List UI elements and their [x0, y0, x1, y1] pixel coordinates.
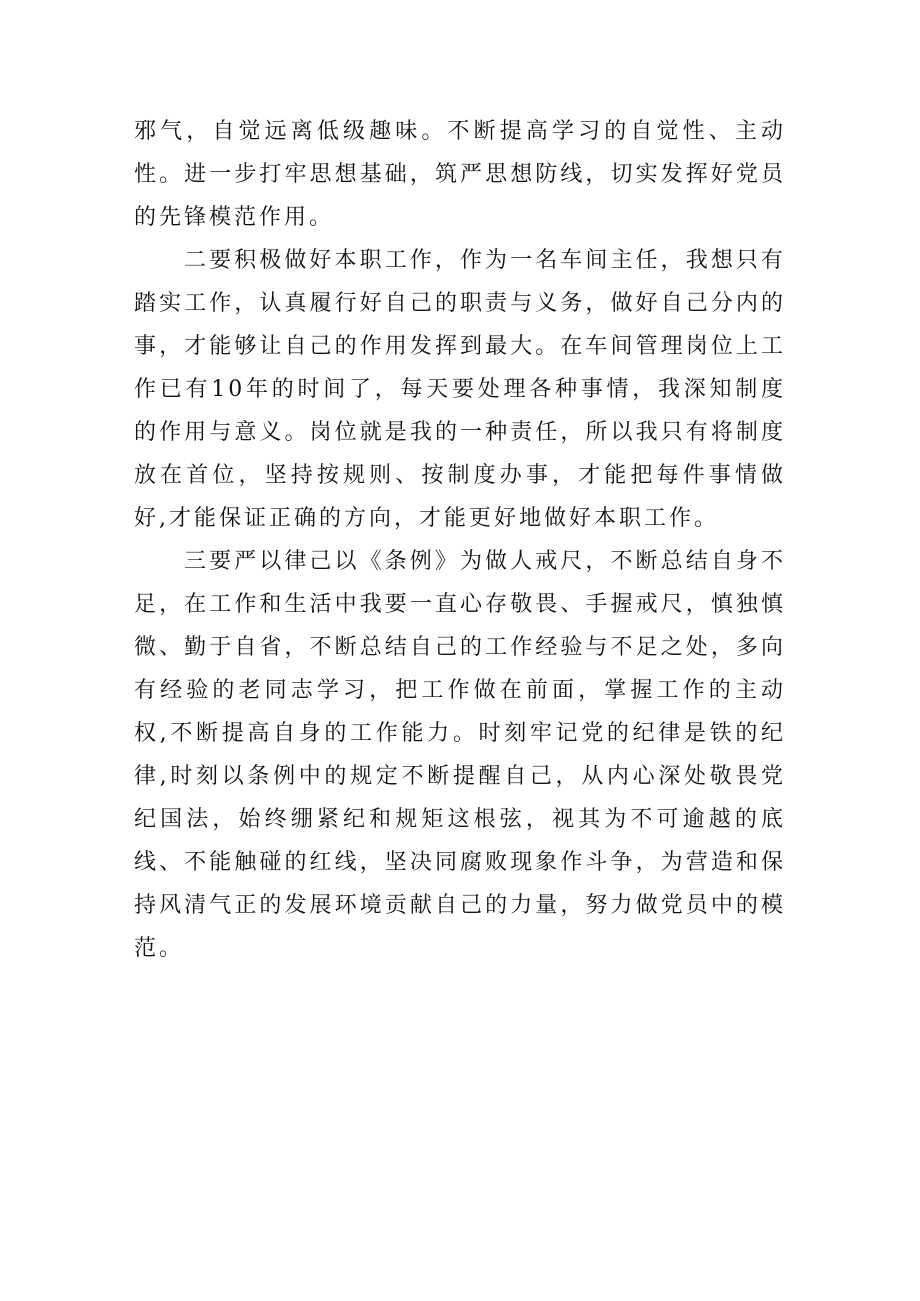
document-body — [134, 110, 786, 970]
paragraph-duty: 二要积极做好本职工作，作为一名车间主任，我想只有踏实工作，认真履行好自己的职责与义务，做好自己分内的事，才能够让自己的作用发挥到最大。在车间管理岗位上工作已有10年的时间了，每天要处理各种事情，我深知制度的作用与意义。岗位就是我的一种责任，所以我只有将制度放在首位，坚持按规则、按制度办事，才能把每件事情做好,才能保证正确的方向，才能更好地做好本职工作。 — [134, 248, 786, 531]
paragraph-self-discipline: 三要严以律己以《条例》为做人戒尺，不断总结自身不足，在工作和生活中我要一直心存敬畏、手握戒尺，慎独慎微、勤于自省，不断总结自己的工作经验与不足之处，多向有经验的老同志学习，把工作做在前面，掌握工作的主动权,不断提高自身的工作能力。时刻牢记党的纪律是铁的纪律,时刻以条例中的规定不断提醒自己，从内心深处敬畏党纪国法，始终绷紧纪和规矩这根弦，视其为不可逾越的底线、不能触碰的红线，坚决同腐败现象作斗争，为营造和保持风清气正的发展环境贡献自己的力量，努力做党员中的模范。 — [134, 549, 786, 961]
paragraph-continuation: 邪气，自觉远离低级趣味。不断提高学习的自觉性、主动性。进一步打牢思想基础，筑严思想防线，切实发挥好党员的先锋模范作用。 — [134, 119, 786, 230]
